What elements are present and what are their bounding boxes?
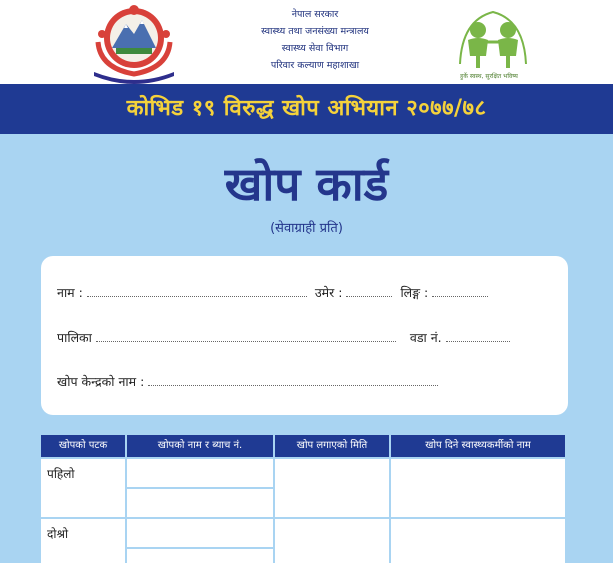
form-row-municipality-ward	[57, 329, 514, 346]
vaccine-batch-cell[interactable]	[126, 518, 274, 563]
age-field[interactable]	[346, 286, 392, 297]
header-health-worker: खोप दिने स्वास्थ्यकर्मीको नाम	[390, 434, 566, 458]
gov-line-division: परिवार कल्याण महाशाखा	[270, 60, 360, 71]
card-title: खोप कार्ड	[224, 157, 389, 211]
municipality-label: पालिका	[57, 330, 92, 345]
personal-info-form	[41, 256, 568, 415]
table-row	[40, 518, 566, 563]
ward-field[interactable]	[446, 331, 510, 342]
vaccine-name-slot[interactable]	[127, 459, 273, 489]
header-vaccine-batch: खोपको नाम र ब्याच नं.	[126, 434, 274, 458]
health-worker-cell[interactable]	[390, 458, 566, 518]
gov-line-ministry: स्वास्थ्य तथा जनसंख्या मन्त्रालय	[261, 26, 369, 37]
table-row	[40, 458, 566, 518]
age-label: उमेर :	[314, 285, 343, 300]
vaccine-batch-cell[interactable]	[126, 458, 274, 518]
vaccination-table	[39, 433, 567, 563]
center-label: खोप केन्द्रको नाम :	[57, 374, 145, 389]
nepal-emblem-icon	[80, 2, 188, 88]
government-header-text	[215, 6, 415, 74]
ward-label: वडा नं.	[409, 330, 442, 345]
gov-line-department: स्वास्थ्य सेवा विभाग	[281, 43, 349, 54]
gender-label: लिङ्ग :	[400, 285, 429, 300]
vaccine-name-slot[interactable]	[127, 519, 273, 549]
municipality-field[interactable]	[96, 331, 396, 342]
center-field[interactable]	[148, 375, 438, 386]
family-welfare-logo-icon	[440, 6, 546, 76]
header-dose: खोपको पटक	[40, 434, 126, 458]
table-header-row	[40, 434, 566, 458]
dose-second-label: दोश्रो	[40, 518, 126, 563]
date-cell[interactable]	[274, 518, 390, 563]
card-subtitle: (सेवाग्राही प्रति)	[270, 221, 343, 236]
name-label: नाम :	[57, 285, 83, 300]
form-row-name-age-gender	[57, 284, 492, 301]
date-cell[interactable]	[274, 458, 390, 518]
campaign-title: कोभिड १९ विरुद्ध खोप अभियान २०७७/७८	[126, 96, 487, 121]
gender-field[interactable]	[432, 286, 488, 297]
gov-line-country: नेपाल सरकार	[291, 9, 339, 20]
form-row-center	[57, 373, 442, 390]
dose-first-label: पहिलो	[40, 458, 126, 518]
header	[0, 0, 613, 84]
health-worker-cell[interactable]	[390, 518, 566, 563]
header-date: खोप लगाएको मिति	[274, 434, 390, 458]
name-field[interactable]	[87, 286, 307, 297]
family-logo-tagline: हुर्के स्वस्थ, सुरक्षित भविष्य	[460, 73, 518, 80]
